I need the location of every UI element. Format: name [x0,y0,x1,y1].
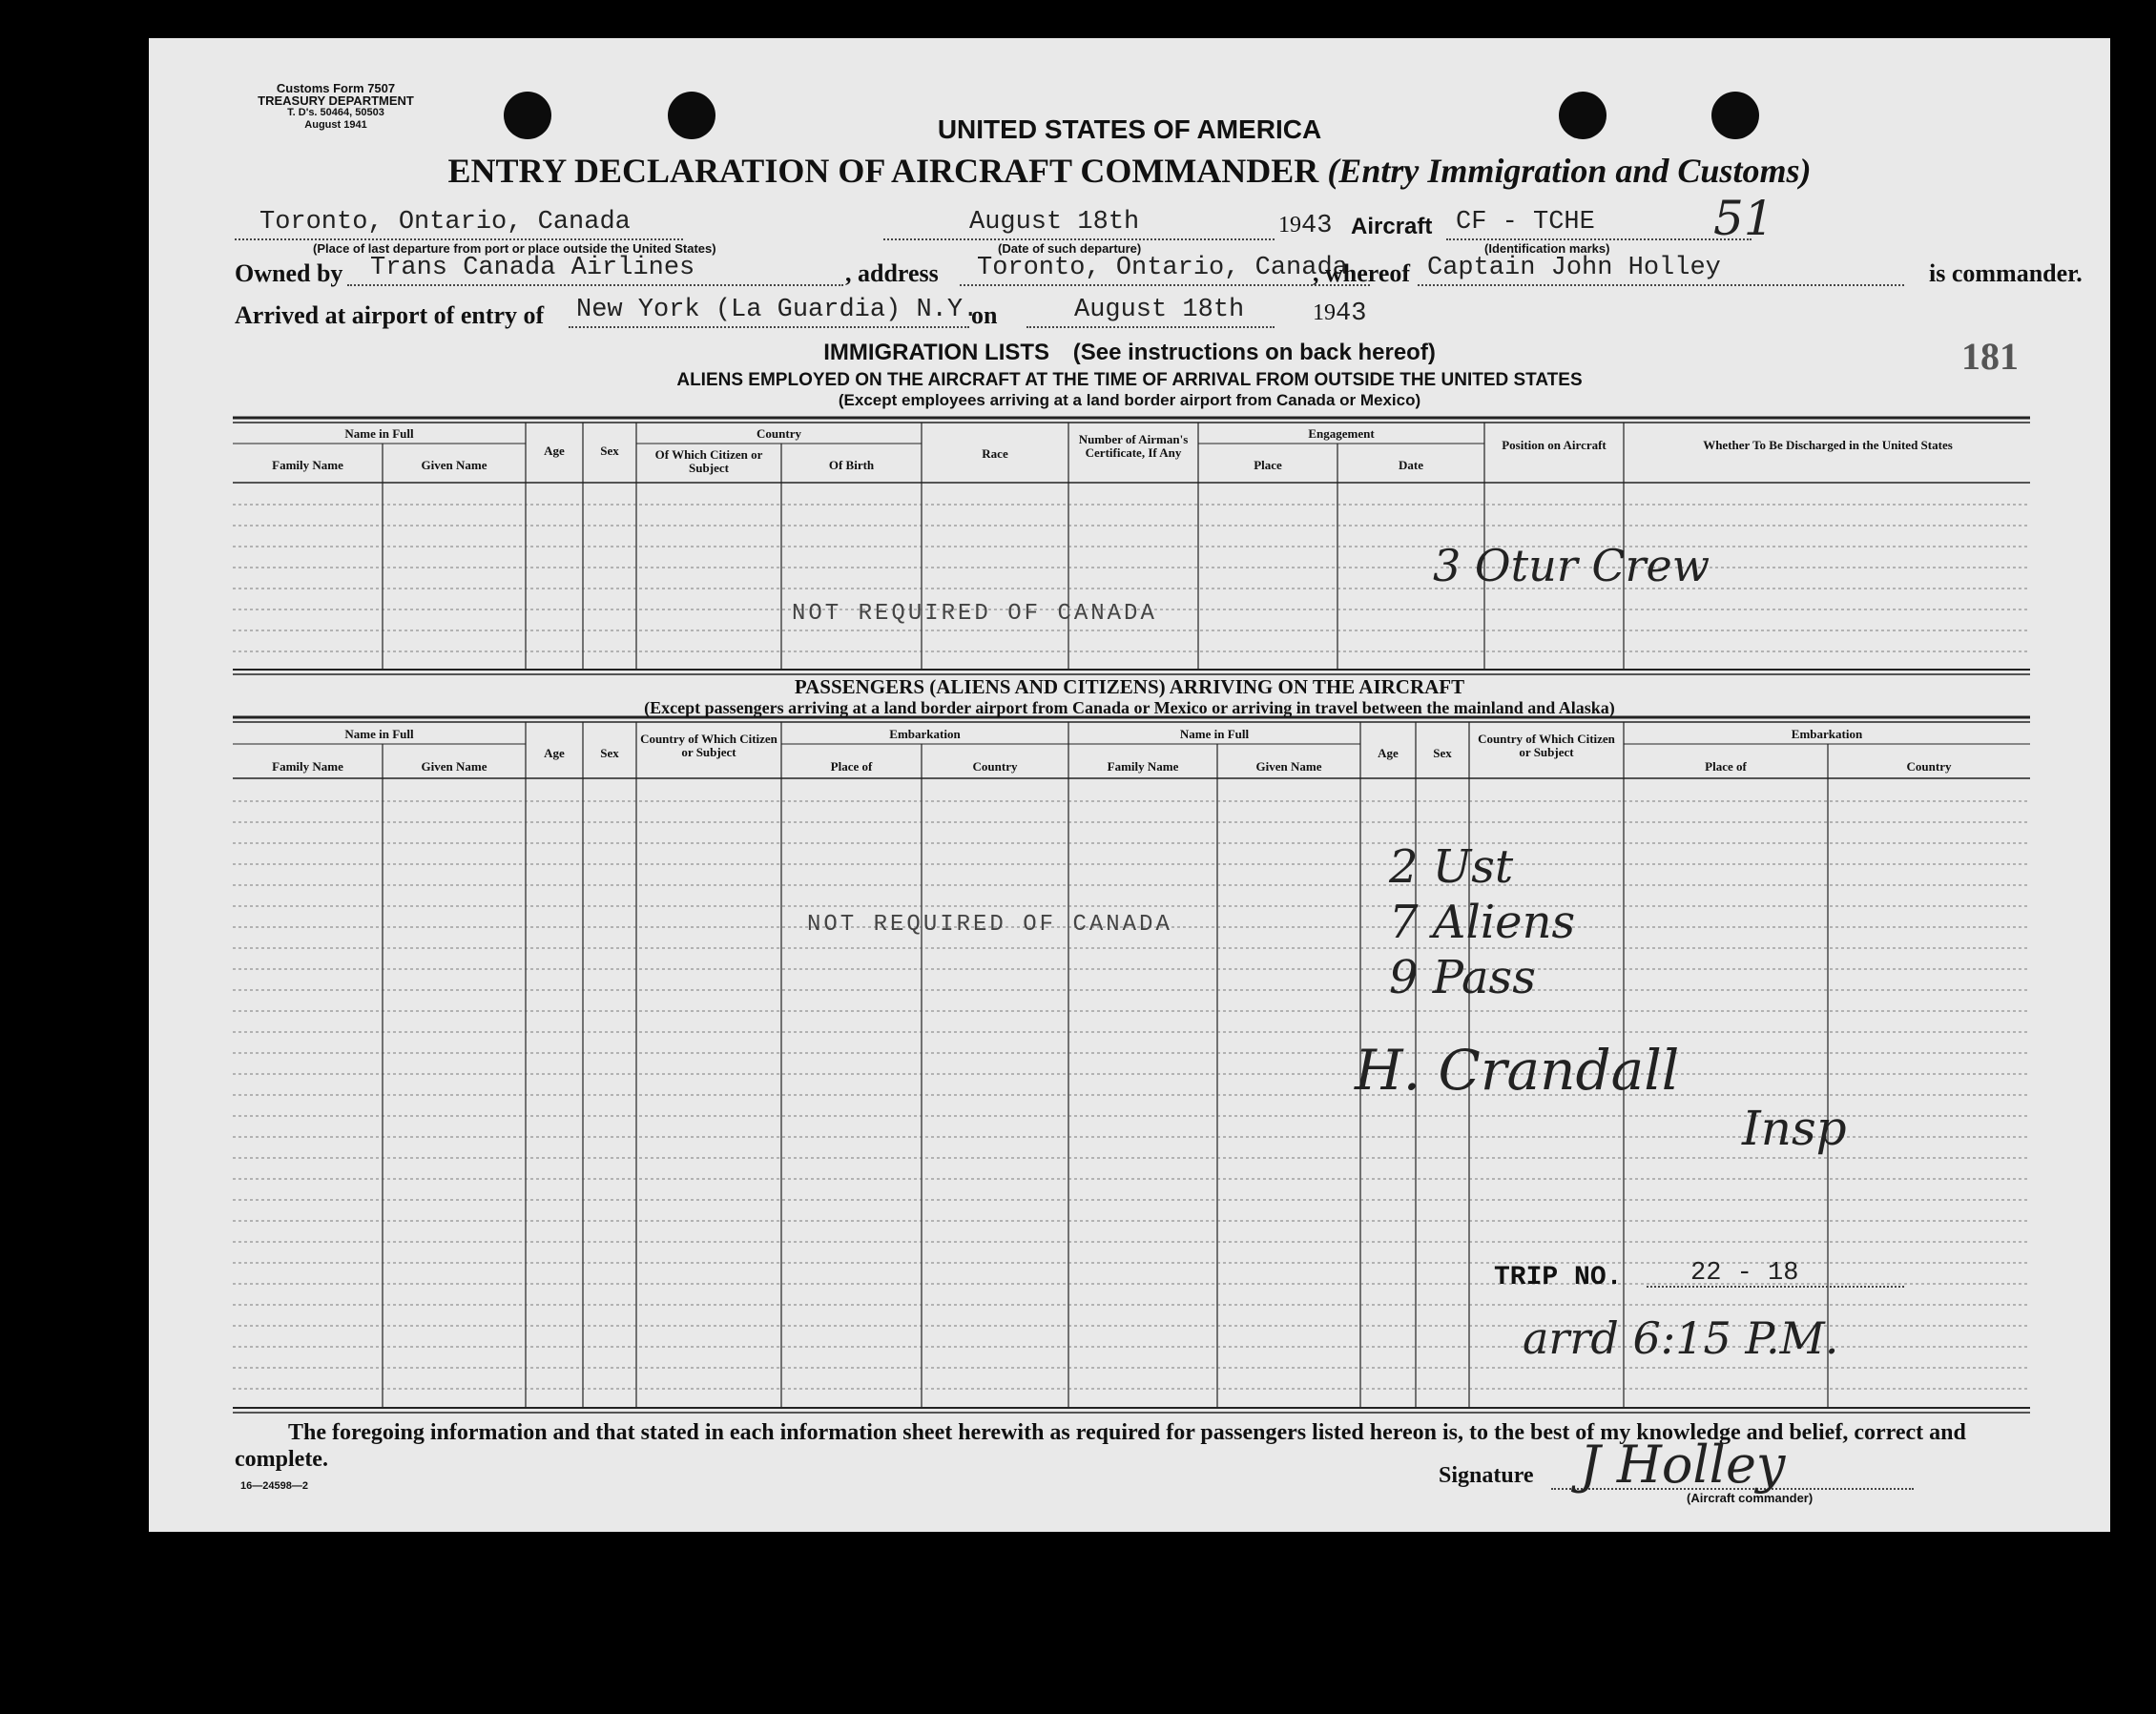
trip-number: 22 - 18 [1690,1259,1799,1288]
departure-place-caption: (Place of last departure from port or place outside the United States) [313,241,716,256]
immigration-subtitle: ALIENS EMPLOYED ON THE AIRCRAFT AT THE TIME OF ARRIVAL FROM OUTSIDE THE UNITED STATES [676,370,1583,390]
title-sub: (Entry Immigration and Customs) [1327,152,1812,190]
owner-name: Trans Canada Airlines [370,254,695,282]
immigration-subnote: (Except employees arriving at a land border airport from Canada or Mexico) [838,391,1421,409]
col-given-name: Given Name [421,759,487,774]
country-heading: UNITED STATES OF AMERICA [937,114,1322,144]
signature-caption: (Aircraft commander) [1687,1491,1814,1505]
col-discharged: Whether To Be Discharged in the United States [1703,438,1953,452]
year-prefix: 19 [1278,213,1301,237]
arrival-airport: New York (La Guardia) N.Y. [576,296,979,324]
passengers-stamp: NOT REQUIRED OF CANADA [807,912,1172,938]
form-date: August 1941 [304,119,367,131]
immigration-title: IMMIGRATION LISTS [823,340,1050,365]
col-embarkation-2: Embarkation [1791,727,1863,741]
owner-label: Owned by [235,259,343,287]
inspector-title: Insp [1742,1101,1847,1156]
arrival-note: arrd 6:15 P.M. [1523,1312,1839,1364]
owner-address: Toronto, Ontario, Canada [977,254,1348,282]
year-value: 43 [1336,299,1367,328]
commander-name: Captain John Holley [1427,254,1721,282]
commander-suffix: is commander. [1929,259,2083,287]
print-code: 16—24598—2 [240,1480,308,1492]
inspector-signature: H. Crandall [1355,1038,1680,1103]
departure-date: August 18th [969,208,1140,237]
aircraft-label: Aircraft [1351,214,1433,239]
col-embarkation: Embarkation [889,727,961,741]
col-citizen: Country of Which Citizen or Subject [640,732,777,759]
department: TREASURY DEPARTMENT [258,93,414,108]
col-place: Place [1254,458,1282,472]
col-sex-2: Sex [1433,746,1452,760]
col-age: Age [544,746,565,760]
aircraft-id: CF - TCHE [1456,208,1595,237]
col-place-of-2: Place of [1705,759,1747,774]
col-age-2: Age [1378,746,1399,760]
departure-date-caption: (Date of such departure) [998,241,1142,256]
col-race: Race [982,446,1008,461]
handwritten-line: 2 Ust [1389,840,1514,894]
arrival-label: Arrived at airport of entry of [235,301,545,329]
col-name-in-full: Name in Full [344,426,414,441]
aircraft-note: 51 [1713,191,1774,246]
handwritten-line: 9 Pass [1389,951,1536,1004]
col-family-name: Family Name [272,759,343,774]
address-label: , address [845,259,939,287]
table-grid [149,38,2110,1532]
col-place-of: Place of [830,759,873,774]
form-number: Customs Form 7507 [276,81,396,95]
col-age: Age [544,444,565,458]
form-sheet [149,38,2110,1532]
col-given-name-2: Given Name [1255,759,1322,774]
col-sex: Sex [600,444,619,458]
year-prefix: 19 [1313,300,1336,325]
departure-place: Toronto, Ontario, Canada [259,208,631,237]
col-given-name: Given Name [421,458,487,472]
aircraft-caption: (Identification marks) [1484,241,1610,256]
col-country: Country [972,759,1018,774]
col-name-in-full-2: Name in Full [1179,727,1250,741]
col-citizen-2: Country of Which Citizen or Subject [1478,732,1615,759]
col-family-name-2: Family Name [1107,759,1179,774]
title-main: ENTRY DECLARATION OF AIRCRAFT COMMANDER [447,152,1319,190]
col-cert: Number of Airman's Certificate, If Any [1078,432,1189,460]
immigration-stamp: NOT REQUIRED OF CANADA [792,601,1157,627]
page-number: 181 [1961,335,2019,378]
col-birth: Of Birth [828,458,875,472]
col-country-2: Country [1906,759,1952,774]
trip-label: TRIP NO. [1494,1263,1623,1292]
passengers-handwritten [1389,839,1580,1005]
signature-label: Signature [1439,1463,1534,1488]
col-name-in-full: Name in Full [344,727,414,741]
certification-text: The foregoing information and that stated in each information sheet herewith as required for passengers listed hereon is, to the best of my knowledge and belief, correct and complete. [235,1420,1966,1472]
immigration-title-note: (See instructions on back hereof) [1072,340,1436,365]
td-numbers: T. D's. 50464, 50503 [287,107,384,118]
handwritten-line: 7 Aliens [1389,896,1576,949]
col-sex: Sex [600,746,619,760]
col-family-name: Family Name [272,458,343,472]
immigration-handwritten: 3 Otur Crew [1433,540,1710,591]
col-position: Position on Aircraft [1502,438,1607,452]
col-citizen: Of Which Citizen or Subject [654,447,763,475]
col-engagement: Engagement [1308,426,1375,441]
passengers-title: PASSENGERS (ALIENS AND CITIZENS) ARRIVING ON THE AIRCRAFT [794,675,1465,698]
commander-signature: J Holley [1580,1435,1786,1495]
col-country: Country [757,426,801,441]
arrival-on-label: on [971,301,998,329]
col-date: Date [1399,458,1423,472]
whereof-label: , whereof [1313,259,1411,287]
passengers-subnote: (Except passengers arriving at a land border airport from Canada or Mexico or arriving in travel between the mainland and Alaska) [644,698,1615,717]
year-value: 43 [1301,212,1333,240]
arrival-date: August 18th [1074,296,1245,324]
